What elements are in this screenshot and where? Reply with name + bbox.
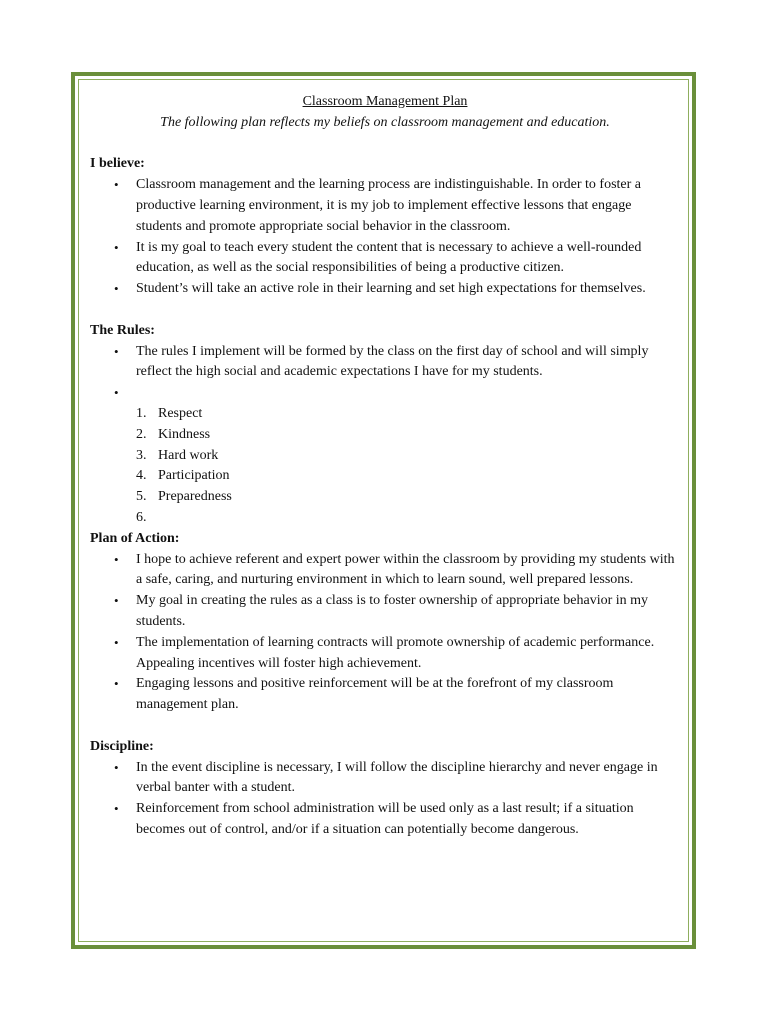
list-item: • It is my goal to teach every student the content that is necessary to achieve a well-rounded education, as well as the social responsibilities of being a productive citizen.	[114, 239, 642, 276]
list-item	[90, 383, 680, 404]
rules-numbered-list	[90, 404, 680, 529]
list-item: • The rules I implement will be formed by the class on the first day of school and will simply reflect the high social and academic expectations I have for my students.	[114, 343, 649, 380]
list-item: • The implementation of learning contracts will promote ownership of academic performance. Appealing incentives will foster high achievement.	[114, 634, 655, 671]
bullet-icon: •	[114, 634, 119, 650]
list-item: • Student’s will take an active role in their learning and set high expectations for themselves.	[90, 279, 680, 300]
document-title: Classroom Management Plan	[302, 94, 468, 109]
list-item: • I hope to achieve referent and expert power within the classroom by providing my students with a safe, caring, and nurturing environment in which to learn sound, well prepared lessons.	[114, 551, 675, 588]
bullet-icon: •	[114, 385, 119, 401]
list-item: • In the event discipline is necessary, I will follow the discipline hierarchy and never engage in verbal banter with a student.	[114, 759, 658, 796]
document-subtitle: The following plan reflects my beliefs on classroom management and education.	[160, 114, 610, 130]
bullet-icon: •	[114, 239, 119, 255]
bullet-icon: •	[114, 343, 119, 359]
bullet-icon: •	[114, 551, 119, 567]
numbered-item: 6.	[136, 509, 147, 525]
numbered-item: 5. Preparedness	[136, 489, 232, 505]
numbered-item: 1. Respect	[136, 405, 203, 421]
section-heading-believe: I believe:	[90, 156, 145, 172]
action-list	[90, 550, 680, 716]
section-heading-rules: The Rules:	[90, 322, 155, 338]
section-heading-action: Plan of Action:	[90, 530, 180, 546]
rules-list	[90, 342, 680, 404]
numbered-item: 3. Hard work	[136, 447, 219, 463]
bullet-icon: •	[114, 801, 119, 817]
bullet-icon: •	[114, 759, 119, 775]
bullet-icon: •	[114, 593, 119, 609]
bullet-icon: •	[114, 281, 119, 297]
numbered-item: 2. Kindness	[136, 426, 211, 442]
list-item: • My goal in creating the rules as a class is to foster ownership of appropriate behavior in my students.	[114, 593, 649, 629]
list-item: • Classroom management and the learning process are indistinguishable. In order to foster a productive learning environment, it is my job to implement effective lessons that engage students and promote appropriate social behavior in the classroom.	[114, 177, 642, 234]
section-heading-discipline: Discipline:	[90, 738, 154, 754]
bullet-icon: •	[114, 676, 119, 692]
list-item: • Reinforcement from school administration will be used only as a last result; if a situation becomes out of control, and/or if a situation can potentially become dangerous.	[114, 801, 634, 837]
believe-list	[90, 175, 680, 300]
bullet-icon: •	[114, 177, 119, 193]
list-item: • Engaging lessons and positive reinforcement will be at the forefront of my classroom management plan.	[114, 676, 614, 713]
numbered-item: 4. Participation	[136, 468, 230, 484]
discipline-list	[90, 758, 680, 841]
document-body	[90, 92, 680, 841]
